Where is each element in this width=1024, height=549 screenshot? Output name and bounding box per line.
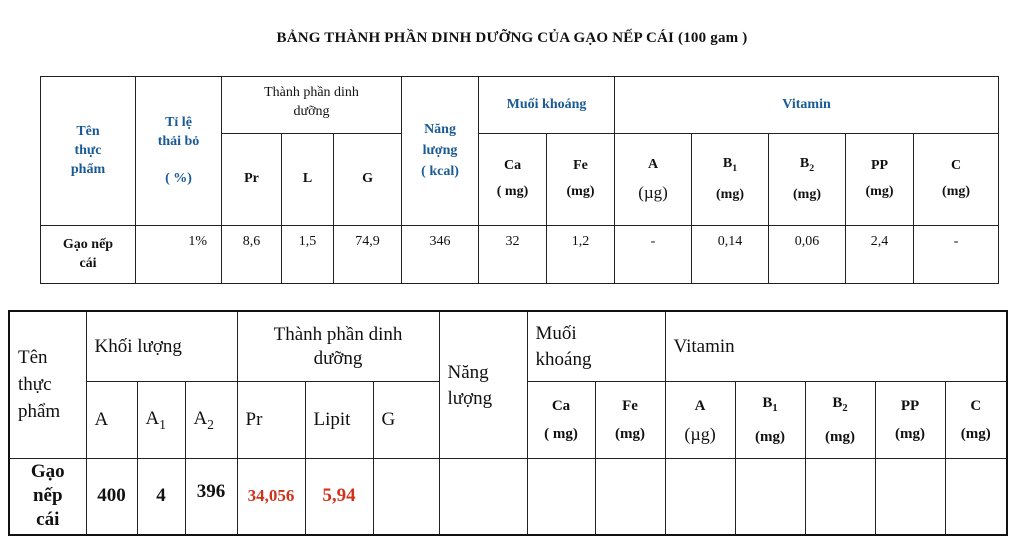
cell-g	[373, 458, 439, 535]
cell-a2: 396	[185, 458, 237, 535]
header-vit-b1: $B_1$ (mg)	[692, 134, 769, 225]
header-minerals: Muối khoáng	[479, 77, 615, 134]
header-vit-b1: $B_1$ (mg)	[735, 382, 805, 459]
header-fe: Fe (mg)	[595, 382, 665, 459]
header-vit-pp: PP (mg)	[846, 134, 914, 225]
header-vit-pp: PP (mg)	[875, 382, 945, 459]
cell-vit-b2	[805, 458, 875, 535]
cell-vit-pp	[875, 458, 945, 535]
table-row	[9, 458, 1007, 535]
header-a2: $A_2$	[185, 382, 237, 459]
header-energy: Năng lượng	[439, 311, 527, 458]
header-ca: Ca ( mg)	[479, 134, 547, 225]
cell-a1: 4	[137, 458, 185, 535]
header-fe: Fe (mg)	[547, 134, 615, 225]
header-minerals: Muối khoáng	[527, 311, 665, 382]
table-row	[41, 225, 999, 283]
header-vit-a: A (µg)	[615, 134, 692, 225]
header-nutrition: Thành phần dinh dưỡng	[237, 311, 439, 382]
cell-vit-pp: 2,4	[846, 225, 914, 283]
header-a: A	[86, 382, 137, 459]
header-vit-b2: $B_2$ (mg)	[805, 382, 875, 459]
cell-fe	[595, 458, 665, 535]
nutrition-table-worksheet	[8, 310, 1008, 536]
header-nutrition: Thành phần dinh dưỡng	[222, 77, 402, 134]
page-title: BẢNG THÀNH PHẦN DINH DƯỠNG CỦA GẠO NẾP CÁI (100 gam )	[276, 30, 748, 46]
row-food-name: Gạo nếp cái	[41, 225, 136, 283]
cell-vit-a	[665, 458, 735, 535]
row-food-name: Gạo nếp cái	[9, 458, 86, 535]
header-ca: Ca ( mg)	[527, 382, 595, 459]
header-vit-c: C (mg)	[914, 134, 999, 225]
header-food-name: Tên thực phẩm	[41, 77, 136, 226]
cell-vit-b2: 0,06	[769, 225, 846, 283]
header-food-name: Tên thực phẩm	[9, 311, 86, 458]
cell-ca	[527, 458, 595, 535]
header-pr: Pr	[222, 134, 282, 225]
header-lipit: Lipit	[305, 382, 373, 459]
header-vit-c: C (mg)	[945, 382, 1007, 459]
cell-waste: 1%	[136, 225, 222, 283]
header-vit-b2: $B_2$ (mg)	[769, 134, 846, 225]
header-vitamin: Vitamin	[665, 311, 1007, 382]
header-waste-ratio: Tỉ lệ thải bỏ ( %)	[136, 77, 222, 226]
cell-l: 1,5	[282, 225, 334, 283]
header-vitamin: Vitamin	[615, 77, 999, 134]
header-g: G	[334, 134, 402, 225]
cell-vit-a: -	[615, 225, 692, 283]
cell-vit-b1	[735, 458, 805, 535]
header-vit-a: A (µg)	[665, 382, 735, 459]
nutrition-table-reference	[40, 76, 999, 284]
cell-pr: 34,056	[237, 458, 305, 535]
cell-pr: 8,6	[222, 225, 282, 283]
cell-vit-b1: 0,14	[692, 225, 769, 283]
header-mass: Khối lượng	[86, 311, 237, 382]
header-g: G	[373, 382, 439, 459]
cell-lipit: 5,94	[305, 458, 373, 535]
header-l: L	[282, 134, 334, 225]
header-energy: Năng lượng ( kcal)	[402, 77, 479, 226]
cell-fe: 1,2	[547, 225, 615, 283]
cell-energy: 346	[402, 225, 479, 283]
header-a1: $A_1$	[137, 382, 185, 459]
cell-ca: 32	[479, 225, 547, 283]
cell-g: 74,9	[334, 225, 402, 283]
cell-energy	[439, 458, 527, 535]
cell-vit-c	[945, 458, 1007, 535]
cell-a: 400	[86, 458, 137, 535]
cell-vit-c: -	[914, 225, 999, 283]
header-pr: Pr	[237, 382, 305, 459]
